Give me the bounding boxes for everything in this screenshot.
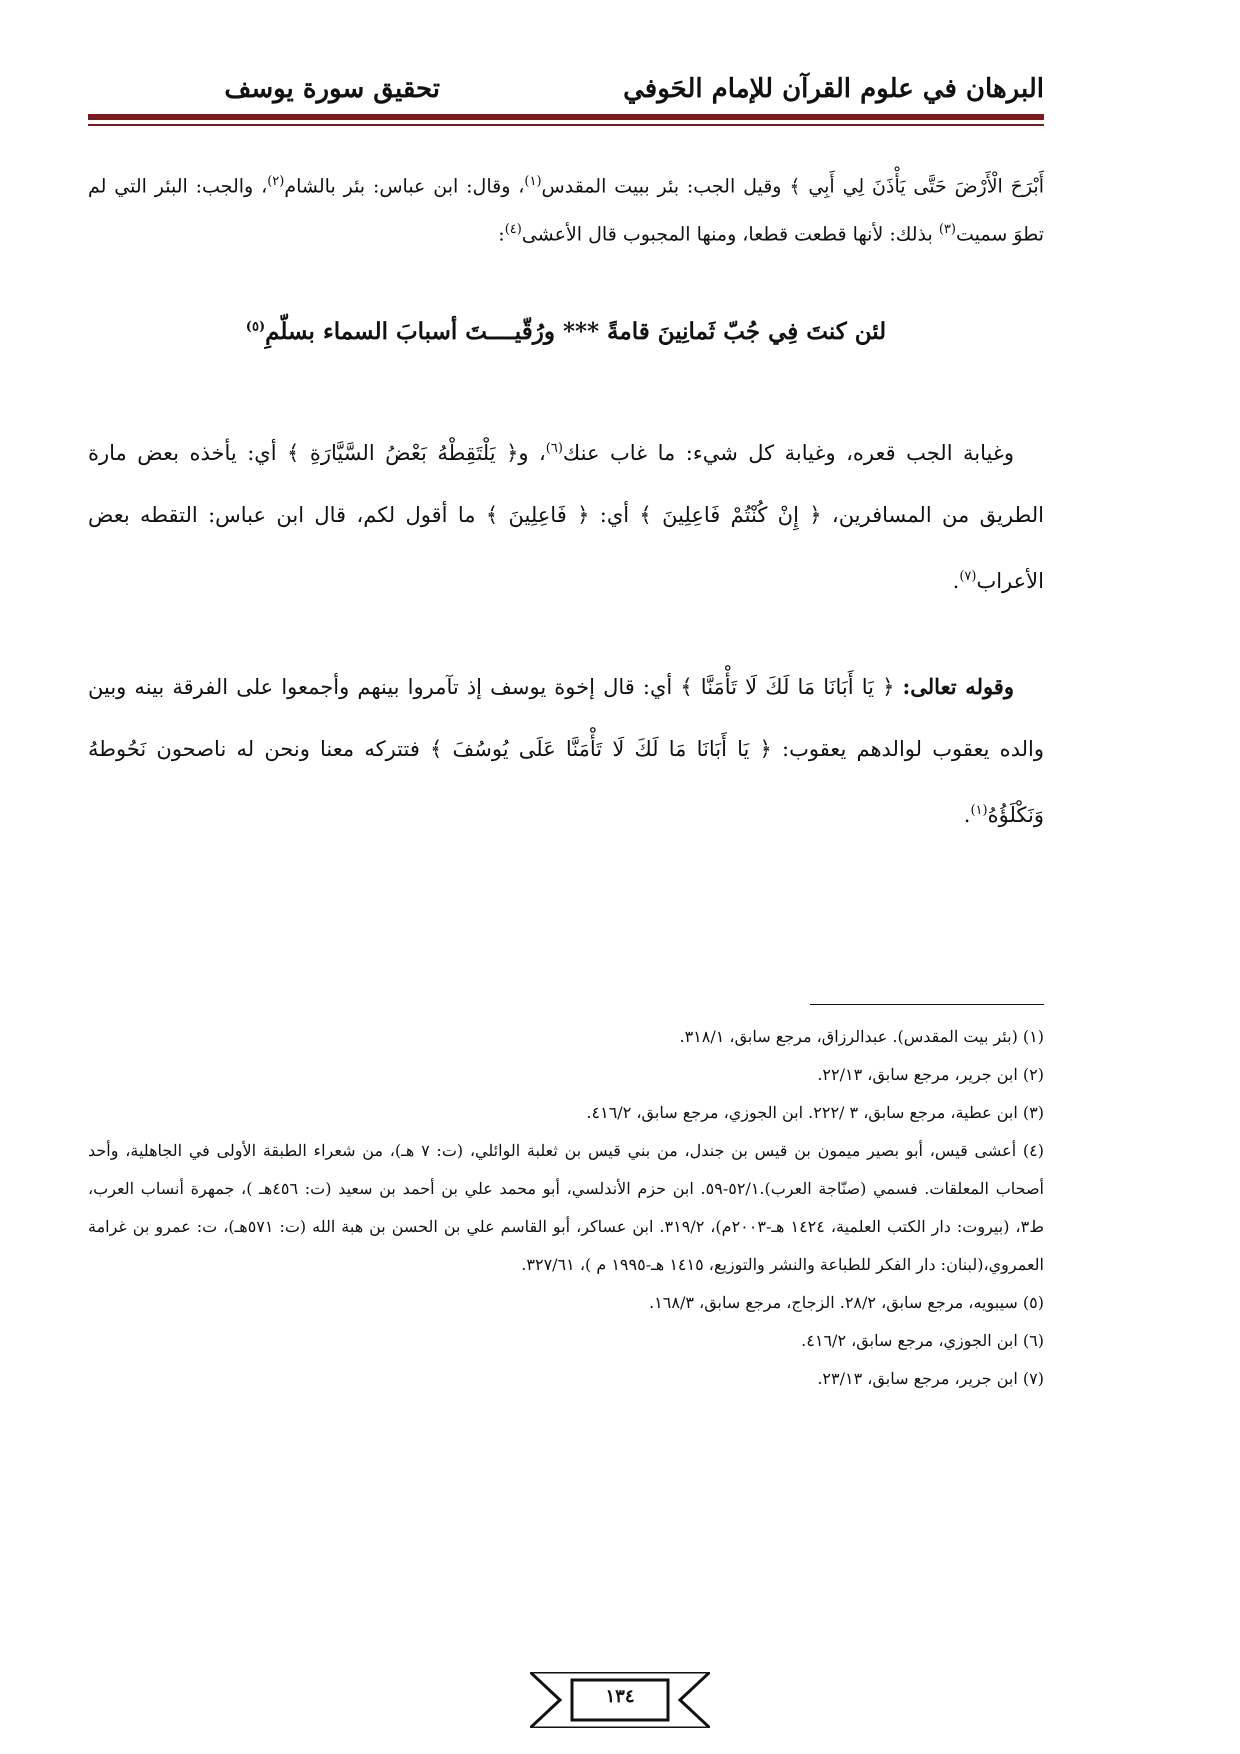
footnote-ref-6[interactable]: (٦)	[545, 441, 563, 456]
footnote-1: (١) (بئر بيت المقدس). عبدالرزاق، مرجع سابق، ٣١٨/١.	[679, 1027, 1044, 1046]
paragraph-1-text-b: ، وقال: ابن عباس: بئر بالشام	[284, 175, 525, 198]
paragraph-1	[88, 160, 1044, 257]
paragraph-3-text-a: ﴿ يَا أَبَانَا مَا لَكَ لَا تَأْمَنَّا ﴾ أي: قال إخوة يوسف إذ تآمروا بينهم وأجمعوا على الفرقة بينه وبين والده يعقوب لوالدهم يعقوب: ﴿ يَا أَبَانَا مَا لَكَ لَا تَأْمَنَّا عَلَى يُوسُفَ ﴾ فتتركه معنا ونحن له ناصحون نَحُوطهُ وَنَكْلَؤُهُ	[88, 675, 1044, 827]
footnote-6: (٦) ابن الجوزي، مرجع سابق، ٤١٦/٢.	[801, 1331, 1044, 1350]
header-rule-thin	[88, 124, 1044, 126]
book-title: البرهان في علوم القرآن للإمام الحَوفي	[623, 74, 1044, 104]
footnote-2: (٢) ابن جرير، مرجع سابق، ٢٢/١٣.	[817, 1065, 1044, 1084]
paragraph-3-lead: وقوله تعالى:	[902, 674, 1014, 699]
paragraph-1-text-e: :	[498, 223, 505, 246]
footnote-7: (٧) ابن جرير، مرجع سابق، ٢٣/١٣.	[817, 1369, 1044, 1388]
verse-text: لئن كنتَ فِي جُبّ ثَمانِينَ قامةً *** ورُقّيــــتَ أسبابَ السماء بسلّمِ	[265, 318, 887, 345]
footnote-ref-next-1[interactable]: (١)	[970, 803, 988, 818]
paragraph-2-text-a: وغيابة الجب قعره، وغيابة كل شيء: ما غاب عنك	[562, 441, 1014, 465]
footnote-ref-2[interactable]: (٢)	[267, 174, 285, 189]
page-number: ١٣٤	[605, 1686, 635, 1707]
paragraph-1-text-a: أَبْرَحَ الْأَرْضَ حَتَّى يَأْذَنَ لِي أَبِي ﴾ وقيل الجب: بئر ببيت المقدس	[541, 175, 1044, 198]
paragraph-2-text-b: ، و﴿ يَلْتَقِطْهُ بَعْضُ السَّيَّارَةِ ﴾ أي: يأخذه بعض مارة الطريق من المسافرين، ﴿ إِنْ كُنْتُمْ فَاعِلِينَ ﴾ أي: ﴿ فَاعِلِينَ ﴾ ما أقول لكم، قال ابن عباس: التقطه بعض الأعراب	[88, 441, 1044, 593]
footnote-ref-1[interactable]: (١)	[524, 174, 542, 189]
paragraph-2	[88, 418, 1044, 612]
page-number-badge	[530, 1672, 710, 1728]
footnote-separator	[810, 1004, 1044, 1005]
section-title: تحقيق سورة يوسف	[224, 74, 440, 104]
footnotes	[88, 1018, 1044, 1398]
footnote-ref-3[interactable]: (٣)	[938, 222, 956, 238]
running-header	[88, 74, 1044, 114]
footnote-3: (٣) ابن عطية، مرجع سابق، ٣ /٢٢٢. ابن الجوزي، مرجع سابق، ٤١٦/٢.	[586, 1103, 1044, 1122]
footnote-5: (٥) سيبويه، مرجع سابق، ٢٨/٢. الزجاج، مرجع سابق، ١٦٨/٣.	[649, 1293, 1044, 1312]
footnote-ref-4[interactable]: (٤)	[504, 222, 522, 238]
paragraph-1-text-d: بذلك: لأنها قطعت قطعا، ومنها المجبوب قال الأعشى	[521, 223, 939, 246]
footnote-ref-5[interactable]: (٥)	[245, 319, 266, 335]
footnote-ref-7[interactable]: (٧)	[959, 569, 977, 584]
paragraph-3	[88, 656, 1044, 846]
paragraph-3-text-b: .	[963, 803, 971, 827]
paragraph-2-text-c: .	[952, 569, 960, 593]
footnote-4: (٤) أعشى قيس، أبو بصير ميمون بن قيس بن جندل، من بني قيس بن ثعلبة الوائلي، (ت: ٧ هـ)، من شعراء الطبقة الأولى في الجاهلية، وأحد أصحاب المعلقات. فسمي (صنّاجة العرب).٥٢/١-٥٩. ابن حزم الأندلسي، أبو محمد علي بن أحمد بن سعيد (ت: ٤٥٦هـ )، جمهرة أنساب العرب، ط٣، (بيروت: دار الكتب العلمية، ١٤٢٤ هـ-٢٠٠٣م)، ٣١٩/٢. ابن عساكر، أبو القاسم علي بن الحسن بن هبة الله (ت: ٥٧١هـ)، ت: عمرو بن غرامة العمروي،(لبنان: دار الفكر للطباعة والنشر والتوزيع، ١٤١٥ هـ-١٩٩٥ م )، ٣٢٧/٦١.	[88, 1141, 1045, 1274]
header-rule-thick	[88, 114, 1044, 120]
poetry-verse	[88, 318, 1044, 345]
paragraph-1-text-c: ، والجب: البئر التي لم تطوَ سميت	[88, 175, 1044, 246]
